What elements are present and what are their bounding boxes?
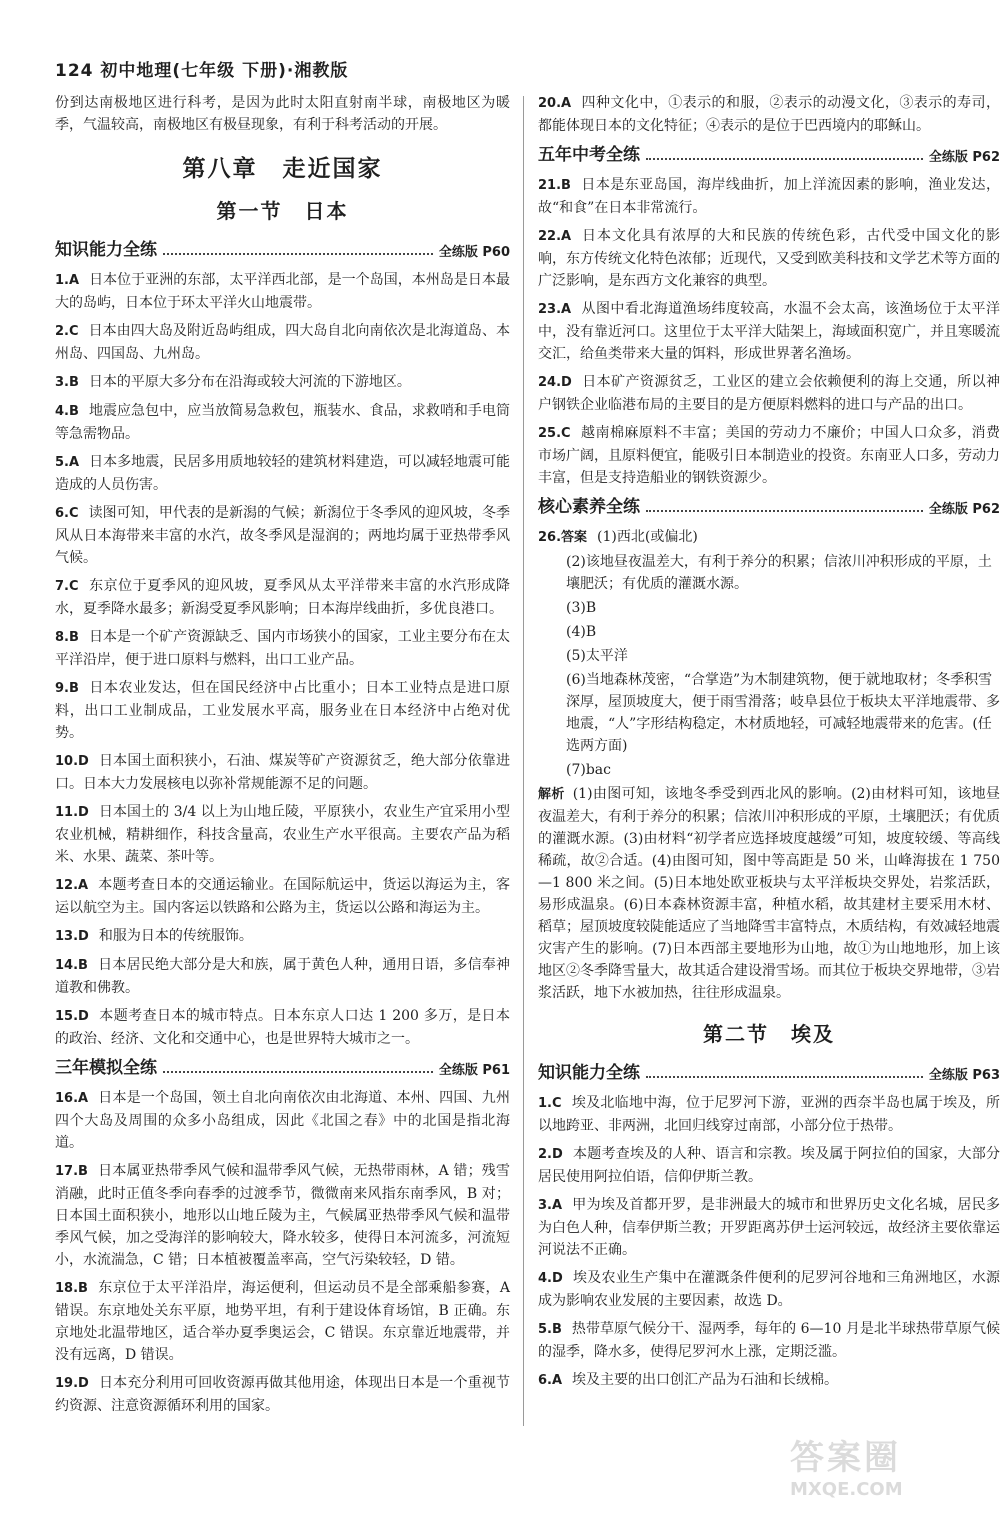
answer-text: 日本多地震，民居多用质地较轻的建筑材料建造，可以减轻地震可能造成的人员伤害。 (55, 454, 510, 493)
answer-part: (1)西北(或偏北) (597, 529, 698, 545)
page-ref: 全练版 P60 (438, 245, 510, 260)
answer-text: 埃及主要的出口创汇产品为石油和长绒棉。 (572, 1372, 839, 1388)
answer-number: 23.A (538, 302, 572, 317)
answer-item (55, 371, 510, 394)
answer-number: 1.C (538, 1096, 562, 1111)
section-title-egypt: 第二节 埃及 (703, 1022, 835, 1046)
answer-text: 日本农业发达，但在国民经济中占比重小；日本工业特点是进口原料，出口工业制成品，工业发展水平高，服务业在日本经济中占绝对优势。 (55, 680, 510, 741)
section-header-three-year (55, 1056, 510, 1078)
answer-number: 15.D (55, 1009, 89, 1024)
answer-item (55, 1160, 510, 1271)
answer-number: 12.A (55, 878, 89, 893)
answer-number: 9.B (55, 681, 79, 696)
section-header-title: 五年中考全练 (538, 145, 640, 165)
answer-text: 越南棉麻原料不丰富；美国的劳动力不廉价；中国人口众多，消费市场广阔，且原料便宜，能吸引日本制造业的投资。东南亚人口多，劳动力丰富，但是支持造船业的钢铁资源少。 (538, 425, 1000, 486)
answer-text: 日本属亚热带季风气候和温带季风气候，无热带雨林，A 错；残雪消融，此时正值冬季向春季的过渡季节，微微南来风指东南季风，B 对；日本国土面积狭小，地形以山地丘陵为主，气候属亚热带季风气候和温带季风气候，加之受海洋的影响较大，降水较多，使得日本河流多，河流短小，水流湍急，C 错；日本植被覆盖率高，空气污染较轻，D 错。 (55, 1163, 510, 1268)
answer-list (55, 269, 510, 1050)
answer-item (55, 1372, 510, 1417)
answer-number: 19.D (55, 1376, 89, 1391)
page-ref: 全练版 P62 (928, 502, 1000, 517)
answer-number: 11.D (55, 805, 89, 820)
answer-text: 日本充分利用可回收资源再做其他用途，体现出日本是一个重视节约资源、注意资源循环利用的国家。 (55, 1375, 510, 1414)
answer-text: 甲为埃及首都开罗，是非洲最大的城市和世界历史文化名城，居民多为白色人种，信奉伊斯兰教；开罗距离苏伊士运河较远，故经济主要依靠运河说法不正确。 (538, 1197, 1000, 1258)
answer-number: 1.A (55, 273, 80, 288)
answer-number: 25.C (538, 426, 571, 441)
answer-item (55, 1087, 510, 1154)
dotted-leader (646, 158, 923, 160)
answer-text: 本题考查日本的城市特点。日本东京人口达 1 200 多万，是日本的政治、经济、文化和交通中心，也是世界特大城市之一。 (55, 1008, 510, 1047)
answer-number: 3.B (55, 375, 79, 390)
answer-part: (7)bac (566, 762, 611, 778)
answer-text: 日本文化具有浓厚的大和民族的传统色彩，古代受中国文化的影响，东方传统文化特色浓郁；近现代，又受到欧美科技和文学艺术等方面的广泛影响，是东西方文化兼容的典型。 (538, 228, 1000, 289)
answer-item (55, 575, 510, 620)
answer-part: (2)该地昼夜温差大，有利于养分的积累；信浓川冲积形成的平原，土壤肥沃；有优质的灌溉水源。 (566, 554, 992, 592)
explanation (538, 783, 1000, 1004)
section-header-knowledge (55, 238, 510, 260)
answer-item (55, 925, 510, 948)
answer-number: 24.D (538, 375, 572, 390)
answer-item (55, 1277, 510, 1366)
answer-item (55, 750, 510, 795)
answer-part: (6)当地森林茂密，“合掌造”为木制建筑物，便于就地取材；冬季积雪深厚，屋顶坡度大，便于雨雪滑落；岐阜县位于板块太平洋地震带、多地震，“人”字形结构稳定，木材质地轻，可减轻地震带来的危害。(任选两方面) (566, 672, 1000, 754)
answer-item (538, 174, 1000, 219)
section-header-title: 知识能力全练 (55, 240, 157, 260)
answer-number: 10.D (55, 754, 89, 769)
answer-text: 本题考查日本的交通运输业。在国际航运中，货运以海运为主，客运以航空为主。国内客运以铁路和公路为主，货运以公路和海运为主。 (55, 877, 510, 916)
answer-list (538, 92, 1000, 137)
running-header: 124 初中地理(七年级 下册)·湘教版 (55, 61, 349, 81)
answer-item (538, 1318, 1000, 1363)
section-header-title: 核心素养全练 (538, 497, 640, 517)
answer-item (538, 371, 1000, 416)
answer-number: 5.B (538, 1322, 562, 1337)
dotted-leader (163, 253, 433, 255)
explanation-text: (1)由图可知，该地冬季受到西北风的影响。(2)由材料可知，该地昼夜温差大，有利于养分的积累；信浓川冲积形成的平原，土壤肥沃；有优质的灌溉水源。(3)由材料“初学者应选择坡度越缓”可知，坡度较缓、等高线稀疏，故②合适。(4)由图可知，图中等高距是 50 米，山峰海拔在 1 750—1 800 米之间。(5)日本地处欧亚板块与太平洋板块交界处，岩浆活跃，易形成温泉。(6)日本森林资源丰富，种植水稻，故其建材主要采用木材、稻草；屋顶坡度较陡能适应了当地降雪丰富特点，木质结构，有效减轻地震灾害产生的影响。(7)日本西部主要地形为山地，故①为山地地形，加上该地区②冬季降雪量大，故其适合建设滑雪场。而其位于板块交界地带，③岩浆活跃，地下水被加热，往往形成温泉。 (538, 786, 1000, 1001)
watermark-logo (790, 1430, 970, 1500)
answer-text: 东京位于太平洋沿岸，海运便利，但运动员不是全部乘船参赛，A 错误。东京地处关东平原，地势平坦，有利于建设体育场馆，B 正确。东京地处北温带地区，适合举办夏季奥运会，C 错误。东京靠近地震带，并没有远离，D 错误。 (55, 1280, 510, 1363)
explanation-label: 解析 (538, 787, 565, 802)
answer-number: 8.B (55, 630, 79, 645)
answer-number: 4.B (55, 404, 79, 419)
answer-text: 读图可知，甲代表的是新潟的气候；新潟位于冬季风的迎风坡，冬季风从日本海带来丰富的水汽，故冬季风是湿润的；两地均属于亚热带季风气候。 (55, 505, 510, 566)
answer-item (55, 954, 510, 999)
answer-list (538, 174, 1000, 489)
answer-number: 21.B (538, 178, 571, 193)
answer-item (55, 626, 510, 671)
answer-item (55, 451, 510, 496)
answer-part: (4)B (566, 624, 597, 640)
answer-text: 日本国土面积狭小，石油、煤炭等矿产资源贫乏，绝大部分依靠进口。日本大力发展核电以弥补常规能源不足的问题。 (55, 753, 510, 792)
answer-text: 日本矿产资源贫乏，工业区的建立会依赖便利的海上交通，所以神户钢铁企业临港布局的主要目的是方便原料燃料的进口与产品的出口。 (538, 374, 1000, 413)
chapter-title: 第八章 走近国家 (182, 156, 383, 182)
watermark-url: MXQE.COM (790, 1479, 903, 1500)
answer-item (538, 1092, 1000, 1137)
answer-item (55, 874, 510, 919)
section-header-title: 三年模拟全练 (55, 1058, 157, 1078)
answer-text: 从图中看北海道渔场纬度较高，水温不会太高，该渔场位于太平洋中，没有靠近河口。这里位于太平洋大陆架上，海域面积宽广，并且寒暖流交汇，给鱼类带来大量的饵料，形成世界著名渔场。 (538, 301, 1000, 362)
answer-text: 日本位于亚洲的东部，太平洋西北部，是一个岛国，本州岛是日本最大的岛屿，日本位于环太平洋火山地震带。 (55, 272, 510, 311)
answer-number: 6.A (538, 1373, 563, 1388)
answer-part: (5)太平洋 (566, 648, 628, 664)
answer-text: 日本是一个矿产资源缺乏、国内市场狭小的国家，工业主要分布在太平洋沿岸，便于进口原料与燃料，出口工业产品。 (55, 629, 510, 668)
answer-text: 地震应急包中，应当放简易急救包，瓶装水、食品，求救哨和手电筒等急需物品。 (55, 403, 510, 442)
intro-paragraph: 份到达南极地区进行科考，是因为此时太阳直射南半球，南极地区为暖季，气温较高，南极地区有极昼现象，有利于科考活动的开展。 (55, 95, 510, 133)
answer-number: 4.D (538, 1271, 563, 1286)
answer-text: 埃及农业生产集中在灌溉条件便利的尼罗河谷地和三角洲地区，水源成为影响农业发展的主要因素，故选 D。 (538, 1270, 1000, 1309)
question-26 (538, 526, 1000, 1004)
answer-text: 日本由四大岛及附近岛屿组成，四大岛自北向南依次是北海道岛、本州岛、四国岛、九州岛。 (55, 323, 510, 362)
right-column (538, 92, 1000, 1398)
answer-item (55, 677, 510, 744)
answer-text: 四种文化中，①表示的和服，②表示的动漫文化，③表示的寿司，都能体现日本的文化特征；④表示的是位于巴西境内的耶稣山。 (538, 95, 1000, 134)
answer-item (538, 422, 1000, 489)
answer-item (55, 320, 510, 365)
answer-number: 18.B (55, 1281, 88, 1296)
answer-text: 日本居民绝大部分是大和族，属于黄色人种，通用日语，多信奉神道教和佛教。 (55, 957, 510, 996)
answer-number: 16.A (55, 1091, 89, 1106)
answer-number: 13.D (55, 929, 89, 944)
section-header-core (538, 495, 1000, 517)
answer-text: 埃及北临地中海，位于尼罗河下游，亚洲的西奈半岛也属于埃及，所以地跨亚、非两洲，北回归线穿过南部，小部分位于热带。 (538, 1095, 1000, 1134)
answer-item (538, 1267, 1000, 1312)
answer-item (55, 400, 510, 445)
answer-item (538, 298, 1000, 365)
page-ref: 全练版 P61 (438, 1063, 510, 1078)
answer-number: 14.B (55, 958, 88, 973)
section-header-title: 知识能力全练 (538, 1063, 640, 1083)
answer-text: 日本是东亚岛国，海岸线曲折，加上洋流因素的影响，渔业发达，故“和食”在日本非常流行。 (538, 177, 1000, 216)
section-header-knowledge-egypt (538, 1061, 1000, 1083)
answer-text: 日本是一个岛国，领土自北向南依次由北海道、本州、四国、九州四个大岛及周围的众多小岛组成，因此《北国之春》中的北国是指北海道。 (55, 1090, 510, 1151)
answer-text: 日本国土的 3/4 以上为山地丘陵，平原狭小，农业生产宜采用小型农业机械，精耕细作，科技含量高，农业生产水平很高。主要农产品为稻米、水果、蔬菜、茶叶等。 (55, 804, 510, 865)
answer-item (538, 92, 1000, 137)
answer-number: 20.A (538, 96, 572, 111)
answer-number: 2.D (538, 1147, 563, 1162)
answer-item (538, 1194, 1000, 1261)
answer-text: 日本的平原大多分布在沿海或较大河流的下游地区。 (88, 374, 411, 390)
answer-text: 本题考查埃及的人种、语言和宗教。埃及属于阿拉伯的国家，大部分居民使用阿拉伯语，信仰伊斯兰教。 (538, 1146, 1000, 1185)
answer-number: 3.A (538, 1198, 563, 1213)
dotted-leader (163, 1071, 433, 1073)
dotted-leader (646, 510, 923, 512)
answer-number: 17.B (55, 1164, 88, 1179)
answer-item (538, 1369, 1000, 1392)
answer-number: 22.A (538, 229, 572, 244)
section-title: 第一节 日本 (216, 199, 349, 223)
left-column (55, 92, 510, 1423)
watermark-text: 答案圈 (790, 1438, 901, 1478)
page-ref: 全练版 P63 (928, 1068, 1000, 1083)
page-ref: 全练版 P62 (928, 150, 1000, 165)
answer-text: 和服为日本的传统服饰。 (98, 928, 253, 944)
answer-number: 2.C (55, 324, 79, 339)
answer-text: 热带草原气候分干、湿两季，每年的 6—10 月是北半球热带草原气候的湿季，降水多，使得尼罗河水上涨，定期泛滥。 (538, 1321, 1000, 1360)
answer-number: 6.C (55, 506, 79, 521)
answer-text: 东京位于夏季风的迎风坡，夏季风从太平洋带来丰富的水汽形成降水，夏季降水最多；新潟受夏季风影响；日本海岸线曲折，多优良港口。 (55, 578, 510, 617)
dotted-leader (646, 1076, 923, 1078)
answer-item (55, 801, 510, 868)
section-header-five-year (538, 143, 1000, 165)
answer-item (55, 269, 510, 314)
answer-number: 7.C (55, 579, 79, 594)
answer-item (538, 1143, 1000, 1188)
answer-label: 26.答案 (538, 530, 588, 545)
answer-part: (3)B (566, 600, 597, 616)
answer-number: 5.A (55, 455, 80, 470)
answer-item (55, 1005, 510, 1050)
answer-item (55, 502, 510, 569)
column-divider (523, 96, 524, 1426)
answer-list (55, 1087, 510, 1417)
answer-item (538, 225, 1000, 292)
answer-list (538, 1092, 1000, 1392)
